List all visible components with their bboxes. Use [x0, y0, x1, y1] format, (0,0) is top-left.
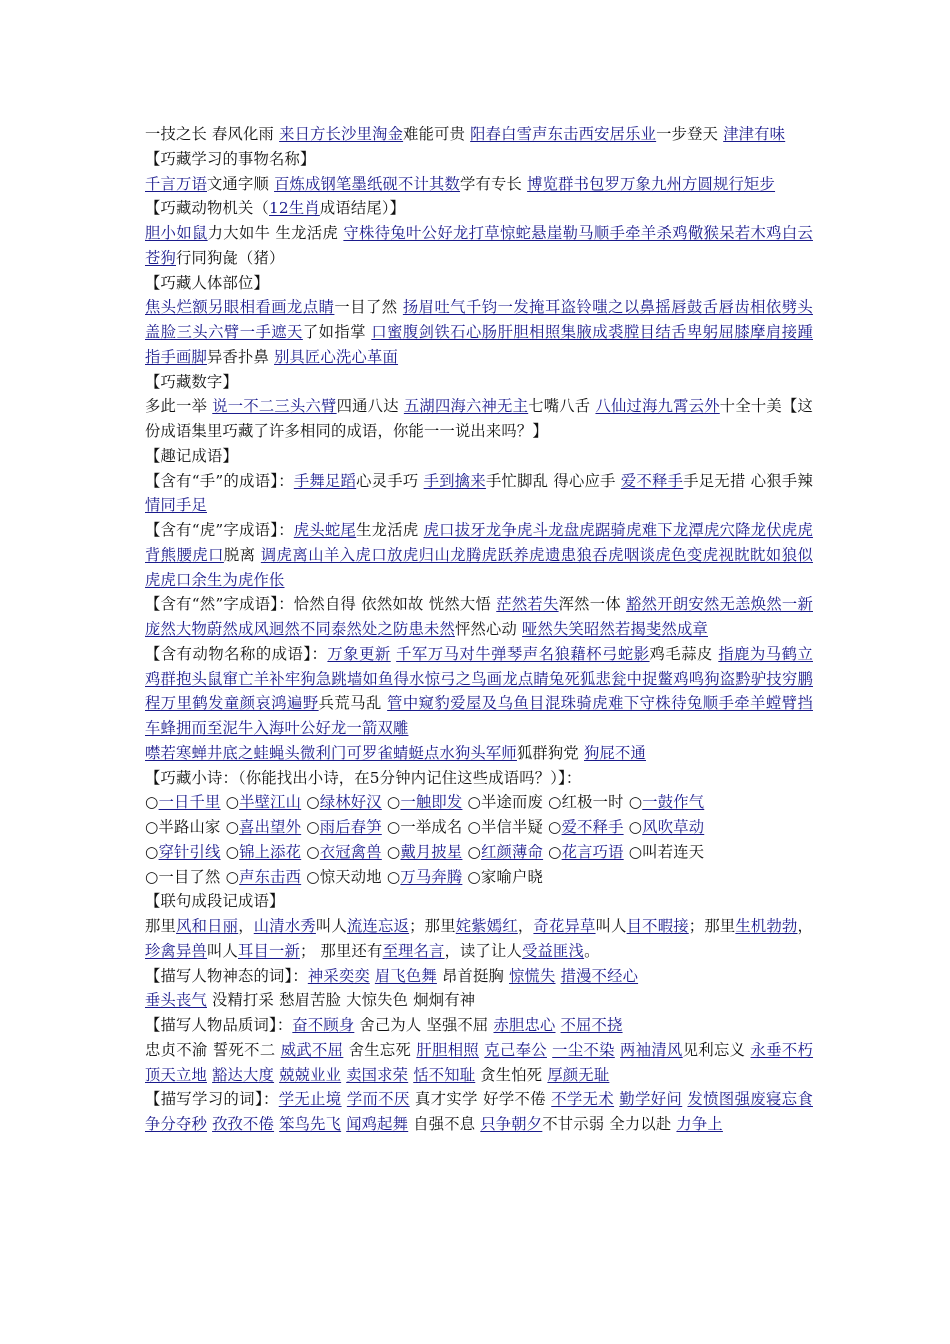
idiom-link[interactable]: 一日千里 — [158, 793, 221, 812]
idiom-link[interactable]: 锦上添花 — [239, 842, 302, 861]
idiom-link[interactable]: 管中窥豹爱屋及乌鱼目混珠骑虎难下守株待兔顺手牵羊螳臂挡车蜂拥而至泥牛入海叶公好龙一箭双雕 — [145, 694, 813, 737]
idiom-link[interactable]: 两袖清风 — [620, 1040, 683, 1059]
idiom-link[interactable]: 笨鸟先飞 — [279, 1115, 342, 1133]
paragraph-text: 一目了然 — [334, 298, 403, 317]
paragraph-text: 浑然一体 — [558, 595, 627, 614]
paragraph-text: ○ — [220, 793, 240, 812]
paragraph-text: 兵荒马乱 — [318, 694, 388, 713]
paragraph-text: ○ — [301, 793, 320, 812]
paragraph-text: 异香扑鼻 — [207, 347, 275, 366]
paragraph-text: 舍己为人 坚强不屈 — [354, 1016, 494, 1034]
idiom-link[interactable]: 虎头蛇尾 — [293, 521, 357, 539]
paragraph-text: 一步登天 — [656, 125, 724, 143]
paragraph — [145, 642, 813, 741]
idiom-link[interactable]: 厚颜无耻 — [547, 1065, 610, 1084]
idiom-link[interactable]: 卖国求荣 — [346, 1065, 409, 1084]
paragraph-text: 忠贞不渝 誓死不二 — [145, 1040, 281, 1059]
paragraph-text: ；那里 — [409, 917, 456, 935]
idiom-link[interactable]: 奋不顾身 — [292, 1016, 355, 1034]
paragraph-text: 行同狗彘（猪） — [176, 248, 285, 267]
idiom-link[interactable]: 焦头烂额另眼相看画龙点睛 — [145, 298, 335, 317]
paragraph — [145, 221, 813, 271]
paragraph-text: 【描写人物神态的词】： — [145, 966, 308, 985]
paragraph — [145, 1087, 813, 1137]
paragraph-text: 舍生忘死 — [343, 1040, 417, 1059]
idiom-link[interactable]: 一鼓作气 — [642, 793, 705, 812]
idiom-link[interactable]: 孜孜不倦 — [212, 1115, 275, 1133]
document-body — [145, 122, 813, 1137]
idiom-link[interactable]: 只争朝夕 — [480, 1115, 543, 1133]
paragraph-text: ○ — [381, 842, 401, 861]
idiom-link[interactable]: 千言万语 — [145, 174, 207, 193]
paragraph — [145, 592, 813, 642]
idiom-link[interactable]: 百炼成钢笔墨纸砚不计其数 — [274, 174, 461, 193]
paragraph-text: 了如指掌 — [302, 323, 372, 341]
paragraph-text: 难能可贵 — [403, 125, 471, 143]
idiom-link[interactable]: 争分夺秒 — [145, 1115, 207, 1133]
idiom-link[interactable]: 耳目一新 — [238, 941, 300, 960]
paragraph-text: ○ — [301, 842, 320, 861]
paragraph-text: 力大如牛 生龙活虎 — [207, 224, 344, 242]
idiom-link[interactable]: 发愤图强废寝忘食 — [687, 1090, 813, 1109]
paragraph-text: 叫人 — [315, 917, 347, 935]
idiom-link[interactable]: 威武不屈 — [280, 1040, 344, 1059]
idiom-link[interactable]: 千军万马对牛弹琴声名狼藉杯弓蛇影 — [396, 644, 650, 663]
paragraph-text: 生龙活虎 — [356, 521, 424, 539]
paragraph-text: 鸡毛蒜皮 — [649, 644, 719, 663]
idiom-link[interactable]: 绿林好汉 — [319, 793, 382, 812]
idiom-link[interactable]: 手到擒来 — [423, 471, 486, 490]
idiom-link[interactable]: 目不暇接 — [626, 917, 689, 935]
paragraph — [145, 518, 813, 592]
paragraph — [145, 790, 813, 815]
paragraph-text: 【描写人物品质词】： — [145, 1016, 293, 1034]
paragraph-text: 【巧藏数字】 — [145, 372, 238, 391]
paragraph-text: 真才实学 好学不倦 — [409, 1090, 552, 1109]
paragraph — [145, 196, 813, 221]
paragraph-text: 狐群狗党 — [516, 743, 584, 762]
idiom-link[interactable]: 情同手足 — [145, 496, 207, 515]
idiom-link[interactable]: 山清水秀 — [253, 917, 316, 935]
idiom-link[interactable]: 万象更新 — [327, 644, 391, 663]
idiom-link[interactable]: 肝胆相照 — [416, 1040, 480, 1059]
idiom-link[interactable]: 眉飞色舞 — [374, 966, 437, 985]
paragraph — [145, 766, 813, 791]
paragraph-text: 文通字顺 — [207, 174, 275, 193]
idiom-link[interactable]: 别具匠心洗心革面 — [274, 347, 399, 366]
idiom-link[interactable]: 克己奉公 — [484, 1040, 547, 1059]
paragraph — [145, 394, 813, 444]
idiom-link[interactable]: 茫然若失 — [496, 595, 559, 614]
idiom-link[interactable]: 生机勃勃 — [735, 917, 798, 935]
paragraph-text: 【巧藏动物机关（ — [145, 199, 269, 218]
idiom-link[interactable]: 学无止境 — [278, 1090, 342, 1109]
idiom-link[interactable]: 受益匪浅 — [522, 941, 585, 960]
idiom-link[interactable]: 说一不二三头六臂 — [212, 397, 337, 416]
paragraph-text: 手足无措 心狠手辣 — [683, 471, 813, 490]
paragraph-text: 多此一举 — [145, 397, 213, 416]
paragraph — [145, 815, 813, 840]
idiom-link[interactable]: 力争上 — [676, 1115, 723, 1133]
paragraph-text: 那里 — [145, 917, 177, 935]
paragraph-text: 。 — [584, 941, 600, 960]
paragraph-text: 一技之长 春风化雨 — [145, 125, 280, 143]
paragraph-text: 贪生怕死 — [475, 1065, 548, 1084]
paragraph-text: ； 那里还有 — [300, 941, 383, 960]
paragraph-text: ， — [797, 917, 814, 935]
paragraph — [145, 889, 813, 914]
idiom-link[interactable]: 垂头丧气 — [145, 991, 207, 1010]
idiom-link[interactable]: 爱不释手 — [561, 818, 624, 836]
paragraph-text: 【巧藏小诗：（你能找出小诗，在5分钟内记住这些成语吗？）】： — [145, 768, 582, 787]
idiom-link[interactable]: 豁然开朗安然无恙焕然一新庞然大物蔚然成风迥然不同泰然处之防患未然 — [145, 595, 813, 638]
idiom-link[interactable]: 顶天立地 — [145, 1065, 207, 1084]
paragraph — [145, 1038, 813, 1088]
paragraph-text: ○惊天动地 ○ — [301, 867, 401, 886]
paragraph-text: ○一举成名 ○半信半疑 ○ — [381, 818, 562, 836]
paragraph-text: 叫人 — [595, 917, 627, 935]
idiom-link[interactable]: 至理名言 — [382, 941, 445, 960]
paragraph-text: ○ — [145, 842, 159, 861]
paragraph-text: 【含有“虎”字成语】： — [145, 521, 294, 539]
idiom-link[interactable]: 穿针引线 — [158, 842, 221, 861]
paragraph-text: ， — [238, 917, 254, 935]
paragraph-text: 【含有动物名称的成语】： — [145, 644, 328, 663]
idiom-link[interactable]: 流连忘返 — [346, 917, 410, 935]
idiom-link[interactable]: 来日方长沙里淘金 — [279, 125, 404, 143]
idiom-link[interactable]: 半壁江山 — [239, 793, 302, 812]
idiom-link[interactable]: 守株待兔叶公好龙打草惊蛇悬崖勒马顺手牵羊杀鸡儆猴呆若木鸡白云苍狗 — [145, 224, 813, 267]
paragraph-text: ○半路山家 ○ — [145, 818, 240, 836]
paragraph — [145, 469, 813, 519]
paragraph-text: 学有专长 — [460, 174, 528, 193]
paragraph-text: 心灵手巧 — [356, 471, 424, 490]
paragraph — [145, 988, 813, 1013]
idiom-link[interactable]: 一触即发 — [400, 793, 463, 812]
idiom-link[interactable]: 雨后春笋 — [319, 818, 382, 836]
paragraph-text: ○ — [145, 793, 159, 812]
paragraph-text: 【巧藏学习的事物名称】 — [145, 149, 316, 168]
paragraph-text: 昂首挺胸 — [436, 966, 510, 985]
paragraph — [145, 865, 813, 890]
idiom-link[interactable]: 措漫不经心 — [560, 966, 639, 985]
paragraph — [145, 172, 813, 197]
idiom-link[interactable]: 永垂不朽 — [750, 1040, 814, 1059]
paragraph — [145, 370, 813, 395]
idiom-link[interactable]: 珍禽异兽 — [145, 941, 207, 960]
paragraph-text: ○家喻户晓 — [462, 867, 543, 886]
idiom-link[interactable]: 豁达大度 — [212, 1065, 275, 1084]
paragraph-text: 叫人 — [207, 941, 238, 960]
idiom-link[interactable]: 风和日丽 — [176, 917, 239, 935]
idiom-link[interactable]: 学而不厌 — [346, 1090, 410, 1109]
idiom-link[interactable]: 虎口拔牙龙争虎斗龙盘虎踞骑虎难下龙潭虎穴降龙伏虎虎背熊腰虎口 — [145, 521, 813, 564]
idiom-link[interactable]: 万马奔腾 — [400, 867, 463, 886]
paragraph-text: 【趣记成语】 — [145, 446, 238, 465]
paragraph — [145, 295, 813, 369]
idiom-link[interactable]: 12生肖 — [268, 199, 320, 218]
paragraph — [145, 914, 813, 964]
paragraph-text: 见利忘义 — [682, 1040, 751, 1059]
idiom-link[interactable]: 闻鸡起舞 — [346, 1115, 409, 1133]
paragraph-text: ○叫若连天 — [623, 842, 705, 861]
idiom-link[interactable]: 神采奕奕 — [307, 966, 370, 985]
paragraph-text: 成语结尾）】 — [319, 199, 406, 218]
idiom-link[interactable]: 噤若寒蝉井底之蛙蝇头微利门可罗雀蜻蜓点水狗头军师 — [145, 743, 517, 762]
idiom-link[interactable]: 喜出望外 — [239, 818, 302, 836]
paragraph-text: 【含有“手”的成语】： — [145, 471, 294, 490]
paragraph-text: 【巧藏人体部位】 — [145, 273, 269, 292]
idiom-link[interactable]: 调虎离山羊入虎口放虎归山龙腾虎跃养虎遗患狼吞虎咽谈虎色变虎视眈眈如狼似虎虎口余生为虎作伥 — [145, 545, 813, 589]
idiom-link[interactable]: 手舞足蹈 — [293, 471, 357, 490]
paragraph — [145, 741, 813, 766]
paragraph — [145, 964, 813, 989]
idiom-link[interactable]: 衣冠禽兽 — [319, 842, 382, 861]
idiom-link[interactable]: 奇花异草 — [533, 917, 596, 935]
paragraph — [145, 1013, 813, 1038]
paragraph-text: ○ — [301, 818, 320, 836]
paragraph-text: 怦然心动 — [454, 620, 523, 638]
idiom-link[interactable]: 津津有味 — [723, 125, 786, 143]
idiom-link[interactable]: 爱不释手 — [620, 471, 684, 490]
idiom-link[interactable]: 兢兢业业 — [279, 1065, 342, 1084]
paragraph-text: 【联句成段记成语】 — [145, 892, 285, 911]
idiom-link[interactable]: 勤学好问 — [619, 1090, 683, 1109]
paragraph-text: 脱离 — [223, 545, 261, 564]
idiom-link[interactable]: 阳春白雪声东击西安居乐业 — [470, 125, 657, 143]
paragraph — [145, 147, 813, 172]
paragraph-text: 十全十美【这份成语集里巧藏了许多相同的成语，你能一一说出来吗？】 — [145, 397, 813, 440]
idiom-link[interactable]: 一尘不染 — [552, 1040, 615, 1059]
idiom-link[interactable]: 戴月披星 — [400, 842, 463, 861]
paragraph — [145, 122, 813, 147]
idiom-link[interactable]: 扬眉吐气千钧一发掩耳盗铃嗤之以鼻摇唇鼓舌唇齿相依劈头盖脸三头六臂一手遮天 — [145, 298, 813, 341]
paragraph-text: ○一目了然 ○ — [145, 867, 240, 886]
idiom-link[interactable]: 赤胆忠心 — [493, 1016, 556, 1034]
paragraph-text: ○ — [543, 842, 562, 861]
idiom-link[interactable]: 狗屁不通 — [584, 743, 646, 762]
paragraph-text: 手忙脚乱 得心应手 — [485, 471, 621, 490]
paragraph-text: ○半途而废 ○红极一时 ○ — [462, 793, 643, 812]
idiom-link[interactable]: 哑然失笑昭然若揭斐然成章 — [522, 620, 708, 638]
idiom-link[interactable]: 博览群书包罗万象九州方圆规行矩步 — [527, 174, 776, 193]
paragraph-text: 【含有“然”字成语】：恰然自得 依然如故 恍然大悟 — [145, 595, 497, 614]
idiom-link[interactable]: 花言巧语 — [561, 842, 624, 861]
paragraph — [145, 271, 813, 296]
idiom-link[interactable]: 惊慌失 — [509, 966, 556, 985]
idiom-link[interactable]: 口蜜腹剑铁石心肠肝胆相照集腋成裘膛目结舌卑躬屈膝摩肩接踵指手画脚 — [145, 323, 813, 366]
idiom-link[interactable]: 不学无术 — [551, 1090, 615, 1109]
paragraph-text: ，读了让人 — [444, 941, 523, 960]
paragraph-text: 自强不息 — [408, 1115, 481, 1133]
idiom-link[interactable]: 指鹿为马鹤立鸡群抱头鼠窜亡羊补牢狗急跳墙如鱼得水惊弓之鸟画龙点睛兔死狐悲瓮中捉鳖鸡鸣狗盗黔驴技穷鹏程万里鹤发童颜哀鸿遍野 — [145, 644, 813, 713]
idiom-link[interactable]: 胆小如鼠 — [145, 224, 208, 242]
paragraph-text: ○ — [220, 842, 240, 861]
idiom-link[interactable]: 姹紫嫣红 — [455, 917, 518, 935]
idiom-link[interactable]: 红颜薄命 — [481, 842, 544, 861]
idiom-link[interactable]: 不屈不挠 — [560, 1016, 623, 1034]
idiom-link[interactable]: 风吹草动 — [642, 818, 705, 836]
paragraph-text: 没精打采 愁眉苦脸 大惊失色 炯炯有神 — [207, 991, 476, 1010]
paragraph-text: ○ — [462, 842, 482, 861]
paragraph-text: 七嘴八舌 — [528, 397, 596, 416]
paragraph-text: ○ — [623, 818, 643, 836]
idiom-link[interactable]: 五湖四海六神无主 — [403, 397, 529, 416]
idiom-link[interactable]: 恬不知耻 — [413, 1065, 476, 1084]
paragraph — [145, 840, 813, 865]
paragraph-text: 不甘示弱 全力以赴 — [542, 1115, 677, 1133]
paragraph-text: ， — [517, 917, 534, 935]
idiom-link[interactable]: 声东击西 — [239, 867, 302, 886]
paragraph-text: 【描写学习的词】： — [145, 1090, 279, 1109]
paragraph-text: ；那里 — [688, 917, 736, 935]
paragraph-text: ○ — [381, 793, 401, 812]
paragraph-text: 四通八达 — [336, 397, 404, 416]
idiom-link[interactable]: 八仙过海九霄云外 — [595, 397, 720, 416]
paragraph — [145, 444, 813, 469]
